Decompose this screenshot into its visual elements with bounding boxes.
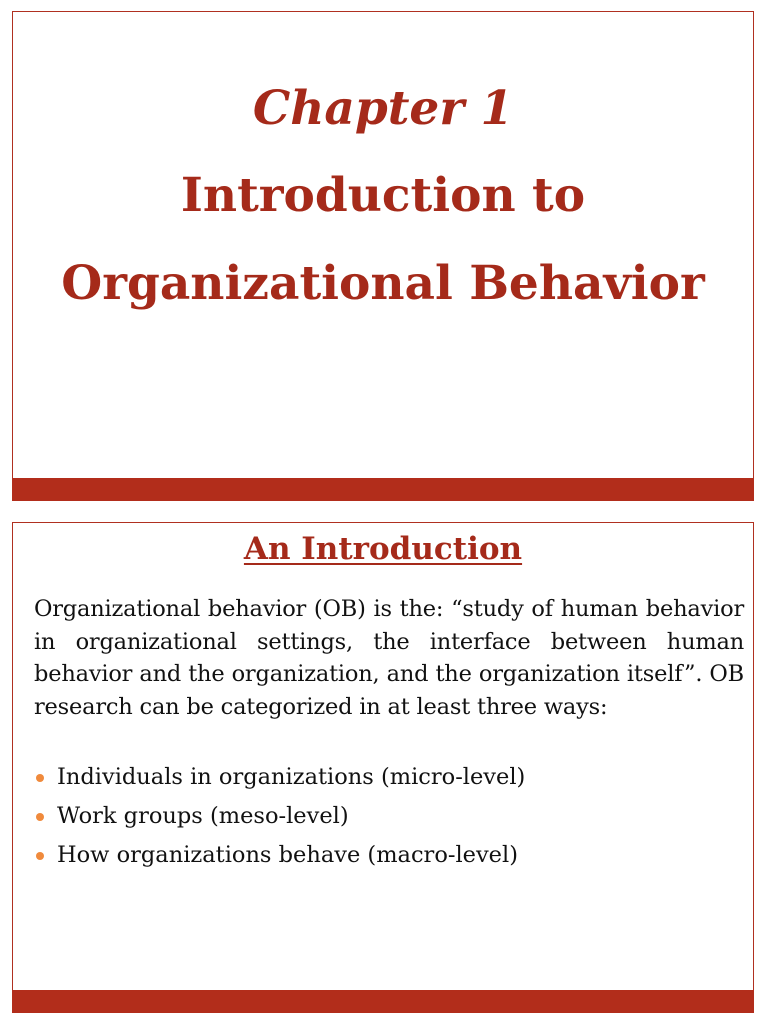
bullet-list bbox=[34, 761, 744, 878]
title-line-1: Introduction to bbox=[180, 168, 586, 223]
title-slide bbox=[12, 11, 754, 501]
title-block bbox=[13, 82, 753, 312]
list-item-text: How organizations behave (macro-level) bbox=[57, 842, 518, 868]
bullet-icon bbox=[36, 774, 44, 782]
chapter-label: Chapter 1 bbox=[252, 81, 514, 136]
list-item bbox=[34, 800, 744, 832]
list-item-text: Individuals in organizations (micro-level) bbox=[57, 764, 526, 790]
footer-bar bbox=[12, 990, 754, 1013]
bullet-icon bbox=[36, 852, 44, 860]
footer-bar bbox=[12, 478, 754, 501]
slide-heading: An Introduction bbox=[243, 531, 523, 567]
intro-paragraph: Organizational behavior (OB) is the: “study of human behavior in organizational settings, the interface between human behavior and the organization, and the organization itself”. OB research can be categorized in at least three ways: bbox=[34, 596, 744, 720]
list-item bbox=[34, 761, 744, 793]
content-slide bbox=[12, 522, 754, 1013]
list-item bbox=[34, 839, 744, 871]
list-item-text: Work groups (meso-level) bbox=[57, 803, 349, 829]
bullet-icon bbox=[36, 813, 44, 821]
title-line-2: Organizational Behavior bbox=[61, 256, 705, 311]
